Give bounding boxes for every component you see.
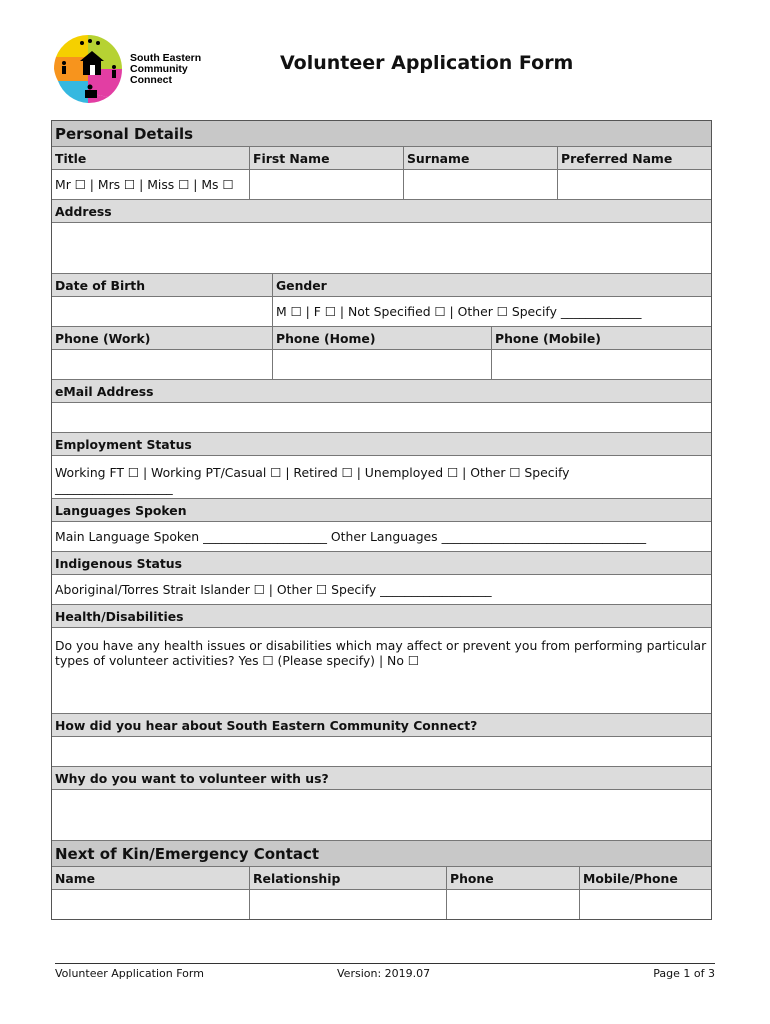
organization-logo	[52, 33, 212, 105]
section-personal-details: Personal Details	[52, 121, 711, 146]
health-question[interactable]: Do you have any health issues or disabilities which may affect or prevent you from performing particular types of volunteer activities? Yes ☐ (Please specify) | No ☐	[55, 638, 707, 668]
application-form	[51, 120, 712, 920]
dob-label: Date of Birth	[52, 274, 272, 296]
gender-options[interactable]: M ☐ | F ☐ | Not Specified ☐ | Other ☐ Specify _____________	[272, 297, 711, 326]
kin-name-field[interactable]	[52, 890, 249, 919]
employment-specify-line: ___________________	[55, 480, 173, 495]
hear-label: How did you hear about South Eastern Community Connect?	[52, 714, 711, 736]
address-field[interactable]	[52, 223, 711, 273]
kin-col-phone: Phone	[446, 867, 579, 889]
kin-col-name: Name	[52, 867, 249, 889]
phone-home-field[interactable]	[272, 350, 491, 379]
languages-field[interactable]: Main Language Spoken ____________________ Other Languages _________________________________	[55, 529, 647, 544]
col-preferred-name: Preferred Name	[557, 147, 711, 169]
email-label: eMail Address	[52, 380, 711, 402]
logo-line-3: Connect	[130, 74, 172, 86]
phone-work-field[interactable]	[52, 350, 272, 379]
employment-options[interactable]	[52, 456, 711, 498]
first-name-field[interactable]	[249, 170, 403, 199]
footer-left: Volunteer Application Form	[55, 967, 204, 980]
col-surname: Surname	[403, 147, 557, 169]
why-label: Why do you want to volunteer with us?	[52, 767, 711, 789]
footer-version: Version: 2019.07	[337, 967, 431, 980]
kin-col-mobile: Mobile/Phone	[579, 867, 711, 889]
title-options[interactable]: Mr ☐ | Mrs ☐ | Miss ☐ | Ms ☐	[55, 177, 234, 192]
logo-puzzle-icon	[52, 33, 132, 105]
email-field[interactable]	[52, 403, 711, 432]
indigenous-label: Indigenous Status	[52, 552, 711, 574]
phone-work-label: Phone (Work)	[52, 327, 272, 349]
health-label: Health/Disabilities	[52, 605, 711, 627]
footer-page-number: Page 1 of 3	[653, 967, 715, 980]
hear-field[interactable]	[52, 737, 711, 766]
employment-options-text: Working FT ☐ | Working PT/Casual ☐ | Retired ☐ | Unemployed ☐ | Other ☐ Specify	[55, 465, 570, 480]
logo-line-1: South Eastern	[130, 52, 202, 64]
logo-line-2: Community	[130, 63, 188, 75]
kin-mobile-field[interactable]	[579, 890, 711, 919]
address-label: Address	[52, 200, 711, 222]
why-field[interactable]	[52, 790, 711, 840]
languages-label: Languages Spoken	[52, 499, 711, 521]
phone-mobile-field[interactable]	[491, 350, 711, 379]
page-footer	[55, 963, 715, 980]
col-title: Title	[52, 147, 249, 169]
phone-mobile-label: Phone (Mobile)	[491, 327, 711, 349]
indigenous-options[interactable]: Aboriginal/Torres Strait Islander ☐ | Other ☐ Specify __________________	[55, 582, 492, 597]
kin-phone-field[interactable]	[446, 890, 579, 919]
section-next-of-kin: Next of Kin/Emergency Contact	[52, 841, 711, 866]
logo-text	[130, 53, 201, 86]
phone-home-label: Phone (Home)	[272, 327, 491, 349]
page-title: Volunteer Application Form	[280, 52, 574, 74]
gender-label: Gender	[272, 274, 711, 296]
employment-label: Employment Status	[52, 433, 711, 455]
preferred-name-field[interactable]	[557, 170, 711, 199]
surname-field[interactable]	[403, 170, 557, 199]
kin-col-relationship: Relationship	[249, 867, 446, 889]
kin-relationship-field[interactable]	[249, 890, 446, 919]
dob-field[interactable]	[52, 297, 272, 326]
col-first-name: First Name	[249, 147, 403, 169]
